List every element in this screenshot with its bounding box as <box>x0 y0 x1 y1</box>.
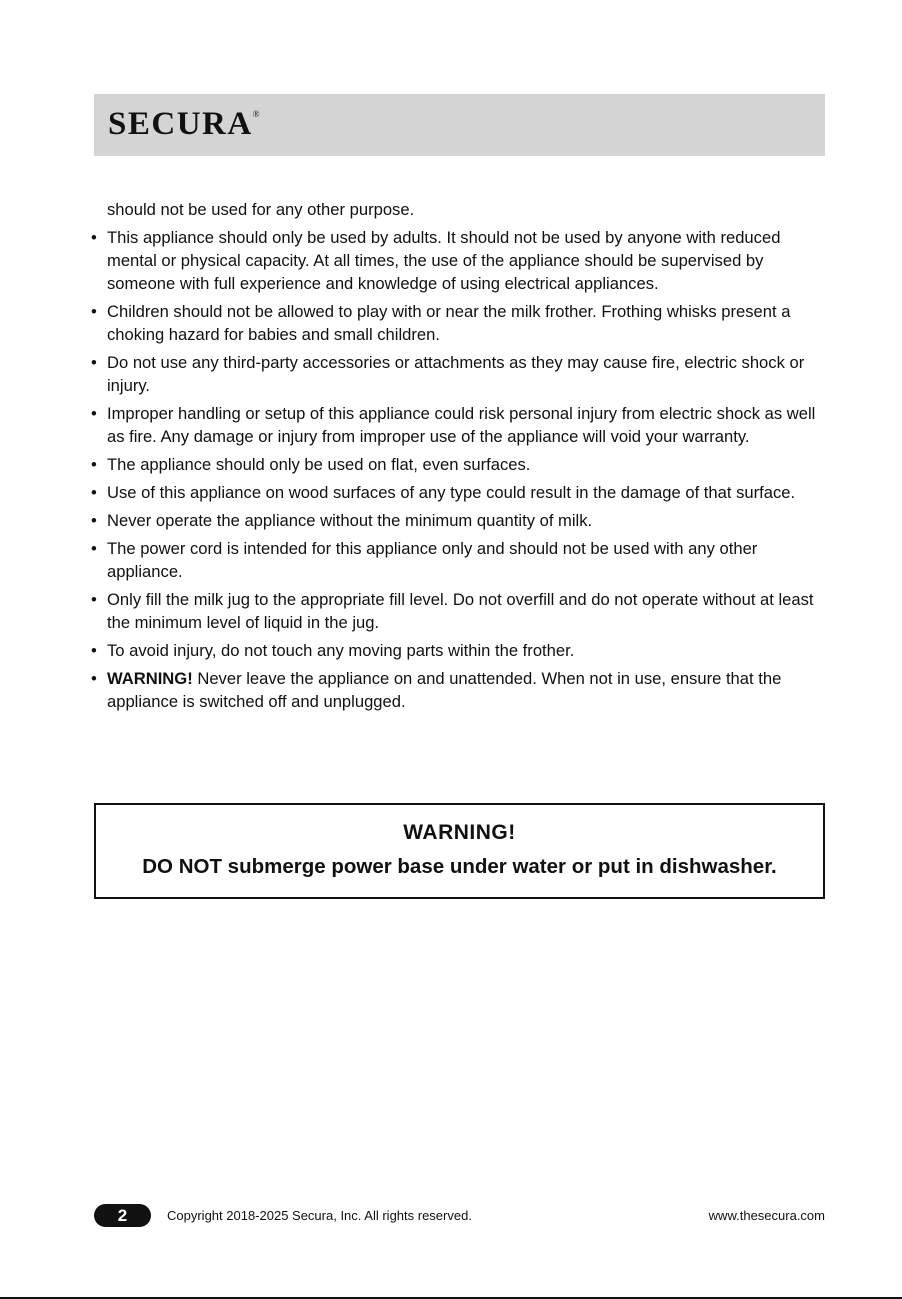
continued-text: should not be used for any other purpose. <box>107 200 415 219</box>
bullet-item: • This appliance should only be used by adults. It should not be used by anyone with reduced mental or physical capacity. At all times, the use of the appliance should be supervised by someone with full experience and knowledge of using electrical appliances. <box>88 226 833 295</box>
bullet-item: • Improper handling or setup of this appliance could risk personal injury from electric shock as well as fire. Any damage or injury from improper use of the appliance will void your warranty. <box>88 402 833 448</box>
safety-instructions <box>88 198 833 718</box>
bullet-item: • The appliance should only be used on flat, even surfaces. <box>88 453 833 476</box>
bullet-item: • To avoid injury, do not touch any moving parts within the frother. <box>88 639 833 662</box>
warning-box <box>94 803 825 899</box>
warning-label: WARNING! <box>107 669 193 688</box>
copyright-text: Copyright 2018-2025 Secura, Inc. All rights reserved. <box>167 1208 472 1223</box>
page-footer <box>94 1204 825 1228</box>
bullet-item: • Only fill the milk jug to the appropriate fill level. Do not overfill and do not operate without at least the minimum level of liquid in the jug. <box>88 588 833 634</box>
warning-bullet-item <box>88 667 833 713</box>
warning-bullet-text: Never leave the appliance on and unattended. When not in use, ensure that the appliance is switched off and unplugged. <box>107 669 782 711</box>
warning-title: WARNING! <box>403 821 516 844</box>
warning-text: DO NOT submerge power base under water or put in dishwasher. <box>142 855 777 878</box>
registered-mark: ® <box>252 109 260 119</box>
bullet-item: • The power cord is intended for this appliance only and should not be used with any other appliance. <box>88 537 833 583</box>
bullet-item: • Children should not be allowed to play with or near the milk frother. Frothing whisks present a choking hazard for babies and small children. <box>88 300 833 346</box>
bullet-item: • Use of this appliance on wood surfaces of any type could result in the damage of that surface. <box>88 481 833 504</box>
bullet-item: • Never operate the appliance without the minimum quantity of milk. <box>88 509 833 532</box>
website-url: www.thesecura.com <box>708 1208 825 1223</box>
bullet-list <box>88 226 833 713</box>
page-number-badge: 2 <box>94 1204 151 1227</box>
brand-logo <box>108 108 260 141</box>
header-band <box>94 94 825 156</box>
bullet-item: • Do not use any third-party accessories or attachments as they may cause fire, electric shock or injury. <box>88 351 833 397</box>
brand-name: SECURA <box>108 106 253 142</box>
